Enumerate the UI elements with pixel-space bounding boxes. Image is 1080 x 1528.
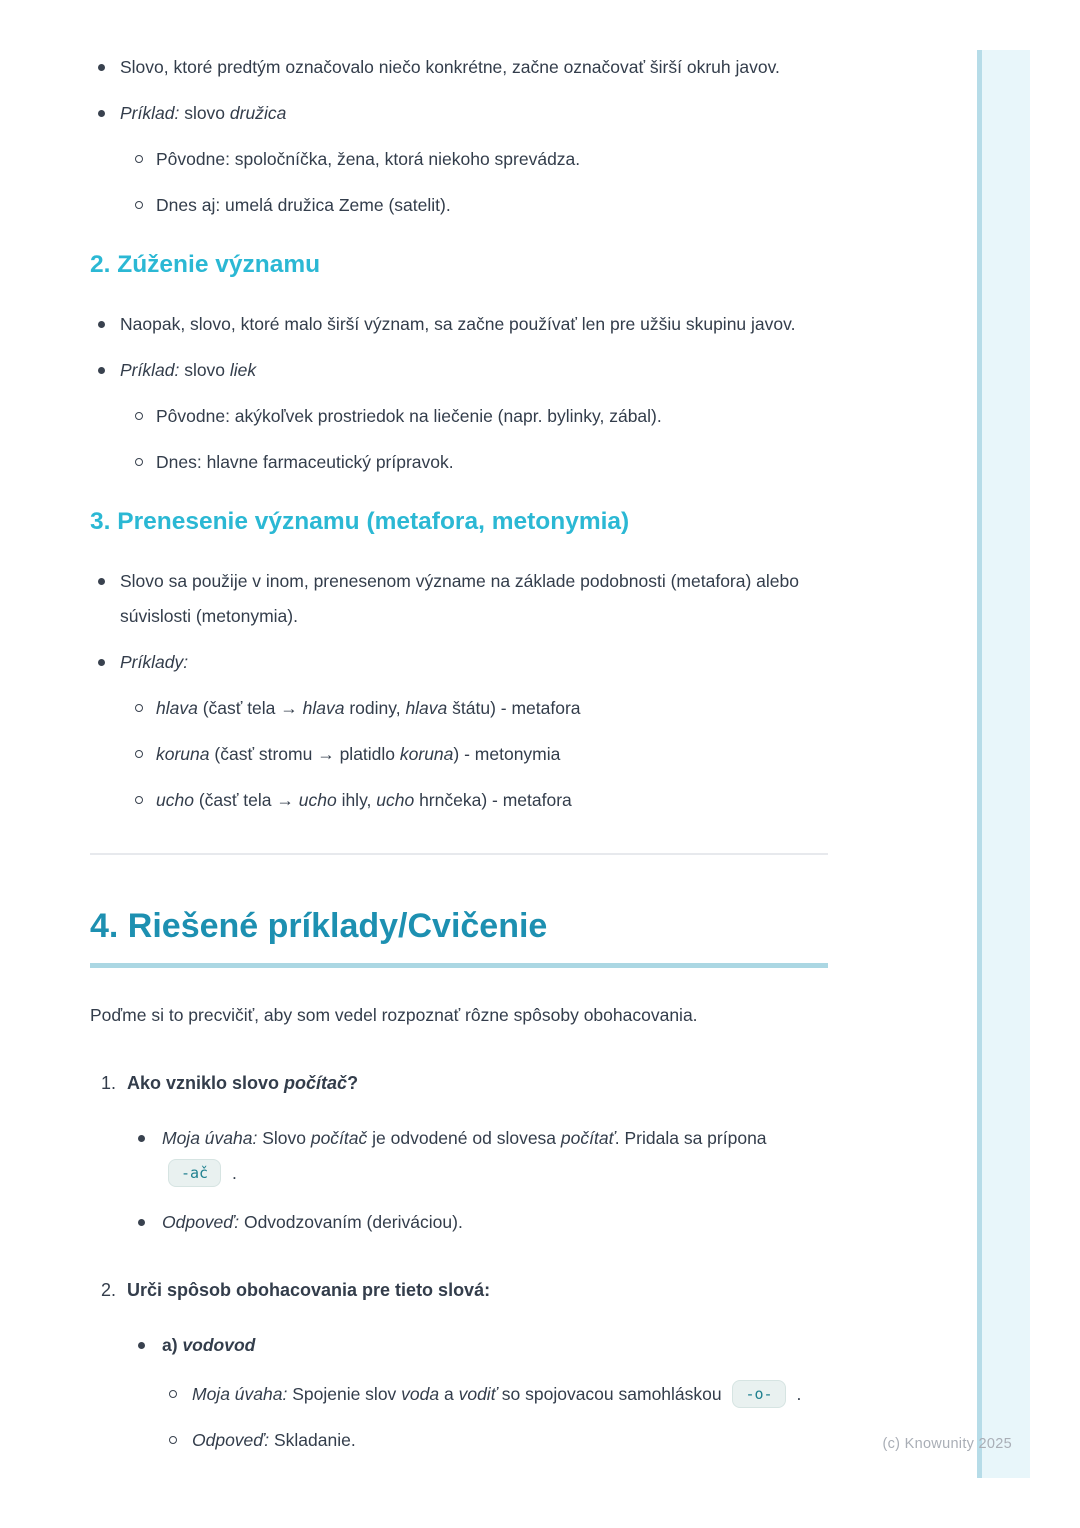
list-item: Dnes: hlavne farmaceutický prípravok. <box>90 445 828 480</box>
list-item: a) vodovod <box>90 1328 828 1363</box>
section-heading-transfer: 3. Prenesenie významu (metafora, metonymia) <box>90 508 630 535</box>
list-item: Dnes aj: umelá družica Zeme (satelit). <box>90 188 828 223</box>
list-item: ucho (časť tela → ucho ihly, ucho hrnčeka) - metafora <box>90 783 828 818</box>
question-title: Ako vzniklo slovo počítač? <box>127 1073 359 1093</box>
exercises-intro-text: Poďme si to precvičiť, aby som vedel rozpoznať rôzne spôsoby obohacovania. <box>90 1005 698 1025</box>
list-item: Pôvodne: spoločníčka, žena, ktorá niekoho sprevádza. <box>90 142 828 177</box>
exercise-question-1 <box>90 1066 828 1101</box>
list-item: Príklad: slovo liek <box>90 353 828 388</box>
list-item: Príklad: slovo družica <box>90 96 828 131</box>
list-item: Príklady: <box>90 645 828 680</box>
list-item: koruna (časť stromu → platidlo koruna) - metonymia <box>90 737 828 772</box>
list-item: Slovo, ktoré predtým označovalo niečo konkrétne, začne označovať širší okruh javov. <box>90 50 828 85</box>
list-item: Moja úvaha: Slovo počítač je odvodené od slovesa počítať. Pridala sa prípona -ač . <box>90 1121 828 1191</box>
list-item: Slovo sa použije v inom, prenesenom význame na základe podobnosti (metafora) alebo súvislosti (metonymia). <box>90 564 828 634</box>
question-title: Urči spôsob obohacovania pre tieto slová: <box>127 1280 491 1300</box>
question-number: 1. <box>101 1073 117 1093</box>
exercise-2-answers <box>90 1328 828 1458</box>
right-accent-bar <box>977 50 1030 1478</box>
document-content <box>90 0 828 1469</box>
list-item: Pôvodne: akýkoľvek prostriedok na liečenie (napr. bylinky, zábal). <box>90 399 828 434</box>
bullet-list-broadening <box>90 50 828 223</box>
question-number: 2. <box>101 1280 117 1300</box>
exercise-question-2 <box>90 1273 828 1308</box>
list-item: Moja úvaha: Spojenie slov voda a vodiť so spojovacou samohláskou -o- . <box>90 1377 828 1412</box>
list-item: hlava (časť tela → hlava rodiny, hlava štátu) - metafora <box>90 691 828 726</box>
exercise-1-answers <box>90 1121 828 1240</box>
section-divider <box>90 853 828 855</box>
bullet-list-transfer <box>90 564 828 818</box>
section-heading-narrowing: 2. Zúženie významu <box>90 251 321 278</box>
list-item: Naopak, slovo, ktoré malo širší význam, sa začne používať len pre užšiu skupinu javov. <box>90 307 828 342</box>
bullet-list-narrowing <box>90 307 828 480</box>
section-title-exercises: 4. Riešené príklady/Cvičenie <box>90 905 828 968</box>
copyright-text: (c) Knowunity 2025 <box>882 1436 1012 1452</box>
list-item: Odpoveď: Skladanie. <box>90 1423 828 1458</box>
exercise-2a-subanswers <box>90 1377 828 1458</box>
list-item: Odpoveď: Odvodzovaním (deriváciou). <box>90 1205 828 1240</box>
